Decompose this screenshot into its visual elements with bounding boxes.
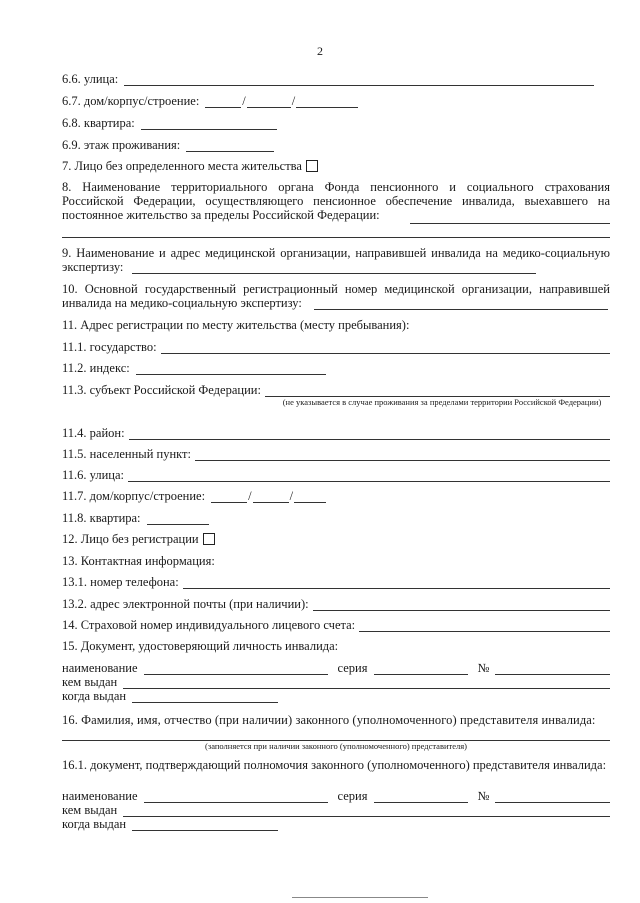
label: 12. Лицо без регистрации	[62, 532, 199, 546]
issued-when-input-line[interactable]	[132, 691, 278, 703]
label: 14. Страховой номер индивидуального лицевого счета:	[62, 618, 356, 632]
phone-input-line[interactable]	[183, 577, 610, 589]
label: 13.1. номер телефона:	[62, 575, 179, 589]
field-6-8-apartment	[62, 116, 610, 130]
field-13-contacts	[62, 554, 610, 568]
field-15-issued-by	[62, 675, 610, 689]
field-9-input-area[interactable]	[62, 260, 610, 274]
label: 6.6. улица:	[62, 72, 119, 86]
district-input-line[interactable]	[129, 428, 610, 440]
locality-input-line[interactable]	[195, 449, 610, 461]
street-input-line[interactable]	[128, 470, 610, 482]
field-16-representative	[62, 713, 610, 727]
label: 11.5. населенный пункт:	[62, 447, 191, 461]
label: 16. Фамилия, имя, отчество (при наличии) законного (уполномоченного) представителя инвалида:	[62, 713, 596, 727]
label: 6.9. этаж проживания:	[62, 138, 181, 152]
doc-name-input-line[interactable]	[144, 663, 328, 675]
field-11-registration	[62, 318, 610, 332]
med-org-input-line[interactable]	[132, 262, 536, 274]
doc-name-label: наименование	[62, 789, 138, 803]
doc-name-label: наименование	[62, 661, 138, 675]
building-input-line[interactable]	[253, 491, 289, 503]
field-15-doc-row	[62, 661, 610, 675]
field-13-2-email	[62, 597, 610, 611]
house-input-line[interactable]	[211, 491, 247, 503]
label: 8. Наименование территориального органа Фонда пенсионного и социального страхования Российской Федерации, осуществляющего пенсионное обеспечение инвалида, выехавшего на постоянное жительство за пределы Российской Федерации:	[62, 180, 610, 222]
field-11-2-index	[62, 361, 610, 375]
doc-number-label: №	[477, 789, 490, 803]
field-11-3-note: (не указывается в случае проживания за пределами территории Российской Федерации)	[282, 397, 602, 407]
field-6-6-street	[62, 72, 610, 86]
field-11-3-region	[62, 383, 610, 397]
house-input-line[interactable]	[205, 96, 241, 108]
label: 10. Основной государственный регистрационный номер медицинской организации, направившей инвалида на медико-социальную экспертизу:	[62, 282, 610, 310]
label: 6.8. квартира:	[62, 116, 135, 130]
label: 11. Адрес регистрации по месту жительства (месту пребывания):	[62, 318, 410, 332]
doc-number-input-line[interactable]	[495, 663, 610, 675]
building-input-line[interactable]	[247, 96, 291, 108]
email-input-line[interactable]	[313, 599, 610, 611]
field-16-1-doc-row	[62, 789, 610, 803]
field-16-1-authority-doc	[62, 758, 610, 772]
apartment-input-line[interactable]	[147, 513, 209, 525]
index-input-line[interactable]	[136, 363, 326, 375]
separator: /	[289, 489, 294, 503]
field-16-1-issued-when	[62, 817, 610, 831]
doc-series-input-line[interactable]	[374, 791, 468, 803]
country-input-line[interactable]	[161, 342, 610, 354]
separator: /	[248, 489, 252, 503]
doc-number-input-line[interactable]	[495, 791, 610, 803]
issued-by-input-line[interactable]	[123, 805, 610, 817]
floor-input-line[interactable]	[186, 140, 274, 152]
label: 13.2. адрес электронной почты (при наличии):	[62, 597, 309, 611]
separator: /	[291, 94, 296, 108]
issued-when-label: когда выдан	[62, 817, 127, 831]
field-11-7-house	[62, 489, 610, 503]
label: 13. Контактная информация:	[62, 554, 215, 568]
label: 15. Документ, удостоверяющий личность инвалида:	[62, 639, 339, 653]
field-11-1-country	[62, 340, 610, 354]
issued-when-input-line[interactable]	[132, 819, 278, 831]
field-11-4-district	[62, 426, 610, 440]
doc-series-label: серия	[337, 661, 368, 675]
structure-input-line[interactable]	[296, 96, 358, 108]
field-16-note: (заполняется при наличии законного (уполномоченного) представителя)	[205, 741, 467, 751]
separator: /	[242, 94, 246, 108]
issued-when-label: когда выдан	[62, 689, 127, 703]
doc-number-label: №	[477, 661, 490, 675]
ogrn-input-line[interactable]	[314, 298, 608, 310]
snils-input-line[interactable]	[359, 620, 610, 632]
field-14-snils	[62, 618, 610, 632]
field-15-issued-when	[62, 689, 610, 703]
doc-series-input-line[interactable]	[374, 663, 468, 675]
field-11-5-locality	[62, 447, 610, 461]
structure-input-line[interactable]	[294, 491, 326, 503]
field-15-id-document	[62, 639, 610, 653]
issued-by-label: кем выдан	[62, 675, 118, 689]
issued-by-input-line[interactable]	[123, 677, 610, 689]
no-registration-checkbox[interactable]	[203, 533, 215, 545]
field-11-8-apartment	[62, 511, 610, 525]
region-input-line[interactable]	[265, 385, 610, 397]
label: 11.1. государство:	[62, 340, 157, 354]
field-8-input-area[interactable]	[62, 210, 610, 224]
no-residence-checkbox[interactable]	[306, 160, 318, 172]
field-12-no-registration	[62, 532, 610, 546]
field-10-input-area[interactable]	[62, 296, 610, 310]
label: 11.4. район:	[62, 426, 125, 440]
label: 16.1. документ, подтверждающий полномочия законного (уполномоченного) представителя инвалида:	[62, 758, 607, 772]
page-number: 2	[317, 44, 323, 58]
street-input-line[interactable]	[124, 74, 594, 86]
field-13-1-phone	[62, 575, 610, 589]
field-6-7-house	[62, 94, 610, 108]
label: 11.2. индекс:	[62, 361, 130, 375]
field-6-9-floor	[62, 138, 610, 152]
pension-fund-input-line[interactable]	[410, 212, 610, 224]
label: 11.3. субъект Российской Федерации:	[62, 383, 261, 397]
doc-name-input-line[interactable]	[144, 791, 328, 803]
field-7-no-residence	[62, 159, 610, 173]
apartment-input-line[interactable]	[141, 118, 277, 130]
pension-fund-input-line-2[interactable]	[62, 236, 610, 238]
bottom-divider	[292, 897, 428, 898]
label: 11.6. улица:	[62, 468, 124, 482]
label: 9. Наименование и адрес медицинской организации, направившей инвалида на медико-социальную экспертизу:	[62, 246, 610, 274]
doc-series-label: серия	[337, 789, 368, 803]
label: 11.8. квартира:	[62, 511, 141, 525]
label: 7. Лицо без определенного места жительства	[62, 159, 302, 173]
field-16-1-issued-by	[62, 803, 610, 817]
label: 6.7. дом/корпус/строение:	[62, 94, 200, 108]
label: 11.7. дом/корпус/строение:	[62, 489, 206, 503]
issued-by-label: кем выдан	[62, 803, 118, 817]
field-11-6-street	[62, 468, 610, 482]
